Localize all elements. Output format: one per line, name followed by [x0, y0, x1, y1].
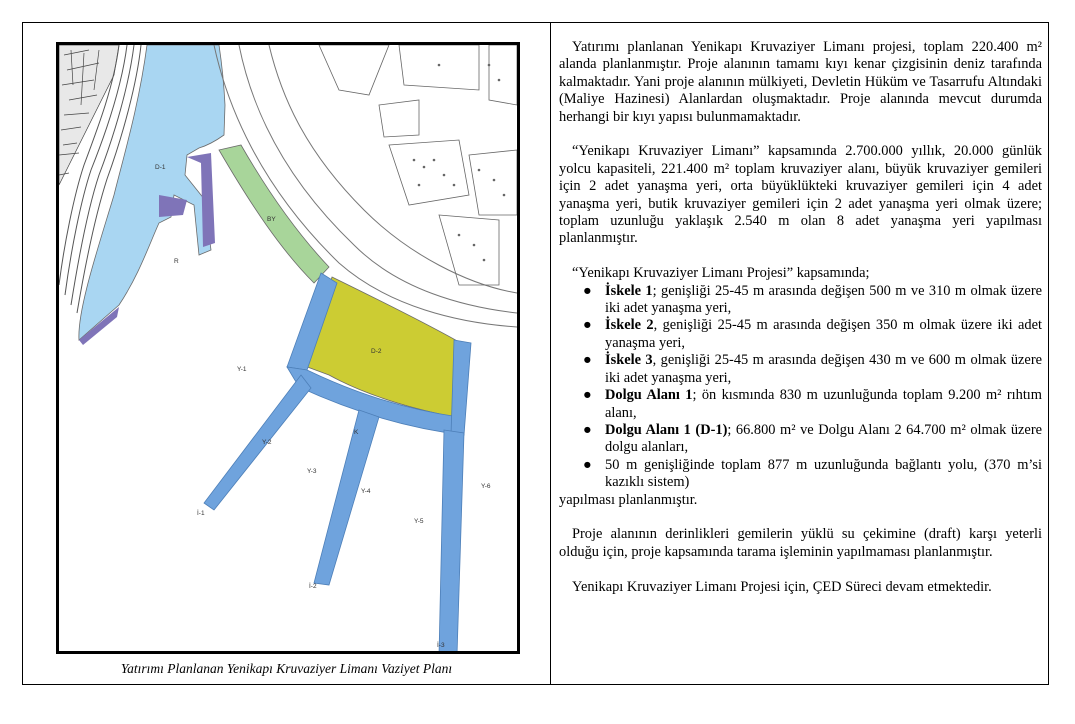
label-d2: D-2 — [371, 348, 382, 355]
scope-list — [559, 283, 1042, 492]
list-item: ● İskele 1; genişliği 25-45 m arasında değişen 500 m ve 310 m olmak üzere iki adet yanaşma yeri, — [583, 282, 1042, 317]
list-item: ● İskele 3, genişliği 25-45 m arasında değişen 430 m ve 600 m olmak üzere iki adet yanaşma yeri, — [583, 352, 1043, 386]
site-plan-map — [56, 42, 520, 654]
label-r: R — [174, 258, 179, 265]
label-y2: Y-2 — [262, 439, 272, 446]
label-d1: D-1 — [155, 164, 166, 171]
city-blocks — [59, 45, 119, 185]
label-y3: Y-3 — [307, 468, 317, 475]
label-y5: Y-5 — [414, 518, 424, 525]
paragraph-3-intro: “Yenikapı Kruvaziyer Limanı Projesi” kapsamında; — [572, 265, 870, 282]
by-road — [219, 145, 329, 283]
list-item: ● Dolgu Alanı 1; ön kısmında 830 m uzunluğunda toplam 9.200 m² rıhtım alanı, — [583, 387, 1043, 421]
document-frame — [22, 22, 1049, 685]
list-item: ● Dolgu Alanı 1 (D-1); 66.800 m² ve Dolgu Alanı 2 64.700 m² olmak üzere dolgu alanları, — [583, 421, 1042, 456]
bullet-icon: ● — [583, 456, 592, 473]
bullet-icon: ● — [583, 387, 592, 404]
bullet-icon: ● — [583, 352, 592, 369]
label-by: BY — [267, 216, 276, 223]
label-y1: Y-1 — [237, 366, 247, 373]
list-item: ● 50 m genişliğinde toplam 877 m uzunluğunda bağlantı yolu, (370 m’si kazıklı sistem) — [583, 456, 1042, 491]
paragraph-5: Yenikapı Kruvaziyer Limanı Projesi için, ÇED Süreci devam etmektedir. — [572, 578, 992, 595]
paragraph-1: Yatırımı planlanan Yenikapı Kruvaziyer Limanı projesi, toplam 220.400 m² alanda planlanmıştır. Proje alanının tamamı kıyı kenar çizgisinin deniz tarafında kalmaktadır. Yani proje alanının mülkiyeti, Devletin Hüküm ve Tasarrufu Altındaki (Maliye Hazinesi) Alanlardan oluşmaktadır. Proje alanında mevcut durumda herhangi bir kıyı yapısı bulunmamaktadır. — [559, 39, 1042, 125]
label-y4: Y-4 — [361, 488, 371, 495]
column-divider — [550, 23, 551, 684]
bullet-icon: ● — [583, 282, 592, 299]
label-i1: İ-1 — [197, 510, 205, 517]
list-item: ● İskele 2, genişliği 25-45 m arasında değişen 350 m olmak üzere iki adet yanaşma yeri, — [583, 317, 1042, 351]
description-text — [559, 39, 1042, 613]
label-y6: Y-6 — [481, 483, 491, 490]
label-i3: İ-3 — [437, 642, 445, 649]
paragraph-4: Proje alanının derinlikleri gemilerin yüklü su çekimine (draft) karşı yeterli olduğu için, proje kapsamında tarama işleminin yapılmaması planlanmıştır. — [559, 526, 1042, 560]
label-i2: İ-2 — [309, 583, 317, 590]
paragraph-3-tail: yapılması planlanmıştır. — [559, 491, 698, 508]
bullet-icon: ● — [583, 317, 592, 334]
site-plan-drawing — [59, 45, 517, 651]
paragraph-2: “Yenikapı Kruvaziyer Limanı” kapsamında 2.700.000 yıllık, 20.000 günlük yolcu kapasiteli, 221.400 m² toplam kruvaziyer alanı, büyük kruvaziyer gemileri için 2 adet yanaşma yeri, orta büyüklükteki kruvaziyer gemileri için 4 adet yanaşma yeri, butik kruvaziyer gemileri için 2 adet yanaşma yeri olmak üzere; toplam uzunluğu yaklaşık 2.540 m olan 8 adet yanaşma yeri yapılması planlanmıştır. — [559, 143, 1042, 247]
tree-dots — [413, 64, 506, 262]
map-caption: Yatırımı Planlanan Yenikapı Kruvaziyer Limanı Vaziyet Planı — [120, 661, 453, 676]
bullet-icon: ● — [583, 421, 592, 438]
parking-blocks — [319, 45, 517, 285]
label-k: K — [354, 429, 359, 436]
